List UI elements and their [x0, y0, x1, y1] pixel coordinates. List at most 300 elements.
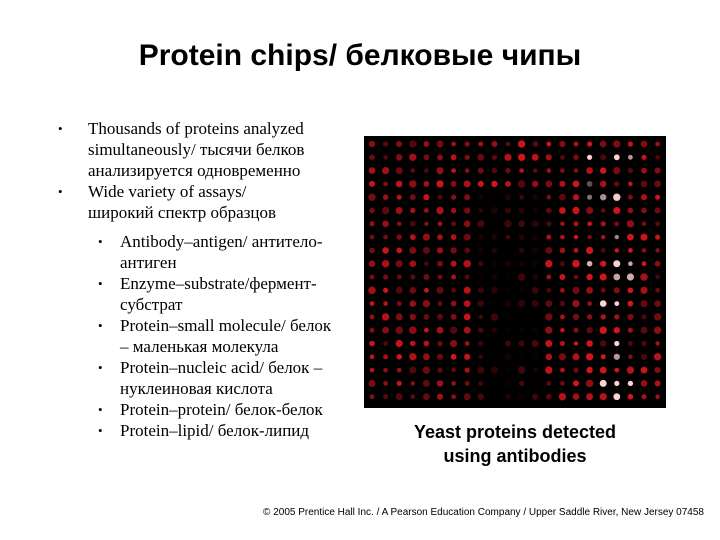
microarray-spot: [642, 394, 647, 399]
microarray-spot: [573, 221, 578, 226]
sub-bullet-line: Antibody–antigen/ антитело-: [120, 232, 323, 251]
microarray-spot: [614, 314, 619, 319]
microarray-spot: [519, 168, 524, 173]
microarray-spot: [396, 181, 403, 188]
microarray-spot: [491, 313, 499, 321]
microarray-spot: [410, 221, 416, 227]
microarray-spot: [477, 220, 484, 227]
microarray-spot: [613, 140, 620, 147]
microarray-spot: [545, 340, 552, 347]
microarray-spot: [627, 314, 633, 320]
microarray-spot: [547, 195, 552, 200]
microarray-spot: [504, 220, 512, 228]
microarray-spot: [370, 355, 375, 360]
bullet-icon: •: [98, 402, 103, 417]
microarray-spot: [382, 247, 389, 254]
microarray-spot: [600, 367, 607, 374]
microarray-spot: [464, 180, 471, 187]
microarray-spot: [492, 381, 497, 386]
microarray-spot: [532, 234, 539, 241]
microarray-spot: [409, 247, 416, 254]
microarray-spot: [383, 182, 388, 187]
microarray-spot: [547, 168, 552, 173]
microarray-spot: [409, 154, 416, 161]
microarray-spot: [573, 314, 579, 320]
microarray-spot: [600, 393, 607, 400]
microarray-spot: [506, 142, 511, 147]
sub-bullet-line: Protein–small molecule/ белок: [120, 316, 332, 335]
microarray-spot: [614, 287, 620, 293]
microarray-spot: [573, 393, 580, 400]
sub-bullet-line: Enzyme–substrate/фермент-: [120, 274, 317, 293]
caption-line: Yeast proteins detected: [413, 422, 617, 442]
microarray-spot: [574, 168, 578, 172]
sub-bullet-line: – маленькая молекула: [120, 337, 279, 356]
microarray-spot: [545, 247, 552, 254]
microarray-spot: [491, 141, 497, 147]
microarray-spot: [437, 141, 444, 148]
microarray-spot: [410, 234, 416, 240]
microarray-spot: [546, 142, 551, 147]
microarray-spot: [518, 313, 525, 320]
microarray-spot: [641, 194, 647, 200]
microarray-spot: [437, 234, 443, 240]
microarray-spot: [627, 273, 634, 280]
microarray-spot: [613, 194, 620, 201]
microarray-spot: [519, 234, 525, 240]
microarray-spot: [504, 327, 511, 334]
microarray-spot: [573, 328, 578, 333]
microarray-spot: [518, 273, 525, 280]
microarray-spot: [601, 354, 606, 359]
bullet-icon: •: [98, 276, 103, 291]
sub-bullet-line: Protein–lipid/ белок-липид: [120, 421, 310, 440]
microarray-spot: [479, 248, 484, 253]
microarray-spot: [613, 274, 620, 281]
microarray-spot: [614, 181, 619, 186]
microarray-spot: [587, 301, 592, 306]
microarray-spot: [409, 367, 416, 374]
microarray-spot: [586, 340, 593, 347]
bullet-line: Wide variety of assays/: [88, 182, 247, 201]
microarray-spot: [655, 221, 660, 226]
microarray-spot: [477, 367, 484, 374]
microarray-spot: [383, 194, 389, 200]
microarray-spot: [654, 327, 661, 334]
microarray-spot: [615, 235, 619, 239]
microarray-spot: [383, 394, 388, 399]
microarray-spot: [655, 288, 660, 293]
microarray-spot: [464, 354, 470, 360]
microarray-spot: [492, 341, 497, 346]
microarray-spot: [518, 393, 525, 400]
sub-bullet-line: антиген: [120, 253, 177, 272]
microarray-spot: [587, 155, 592, 160]
microarray-spot: [628, 381, 633, 386]
sub-bullet-item: [58, 420, 358, 441]
microarray-spot: [640, 287, 647, 294]
microarray-spot: [532, 314, 538, 320]
microarray-spot: [491, 194, 498, 201]
microarray-spot: [559, 194, 566, 201]
microarray-spot: [505, 274, 511, 280]
microarray-spot: [410, 341, 416, 347]
microarray-spot: [559, 393, 566, 400]
microarray-spot: [518, 207, 524, 213]
microarray-spot: [518, 220, 525, 227]
microarray-spot: [532, 154, 539, 161]
microarray-spot: [438, 195, 443, 200]
microarray-spot: [642, 261, 647, 266]
microarray-spot: [437, 314, 443, 320]
microarray-spot: [383, 235, 388, 240]
microarray-spot: [504, 247, 512, 255]
microarray-spot: [560, 341, 565, 346]
microarray-spot: [438, 301, 443, 306]
microarray-spot: [654, 313, 661, 320]
microarray-spot: [505, 208, 511, 214]
microarray-spot: [451, 368, 455, 372]
microarray-spot: [627, 366, 634, 373]
microarray-spot: [423, 380, 430, 387]
microarray-spot: [383, 341, 388, 346]
microarray-spot: [505, 260, 512, 267]
microarray-spot: [560, 261, 565, 266]
microarray-spot: [396, 287, 403, 294]
microarray-spot: [532, 287, 539, 294]
microarray-spot: [397, 222, 402, 227]
microarray-spot: [519, 340, 525, 346]
microarray-spot: [627, 234, 634, 241]
microarray-spot: [451, 275, 456, 280]
microarray-spot: [437, 354, 443, 360]
microarray-spot: [615, 248, 619, 252]
microarray-spot: [600, 141, 607, 148]
microarray-spot: [478, 287, 484, 293]
microarray-spot: [641, 181, 648, 188]
microarray-spot: [641, 380, 648, 387]
microarray-spot: [491, 207, 498, 214]
microarray-spot: [655, 395, 659, 399]
microarray-spot: [369, 154, 375, 160]
microarray-spot: [437, 287, 444, 294]
microarray-spot: [532, 247, 539, 254]
microarray-spot: [560, 328, 564, 332]
microarray-spot: [628, 355, 633, 360]
microarray-spot: [614, 327, 620, 333]
microarray-spot: [655, 261, 661, 267]
microarray-spot: [560, 381, 565, 386]
microarray-spot: [560, 288, 565, 293]
microarray-spot: [423, 194, 429, 200]
microarray-spot: [587, 261, 593, 267]
microarray-spot: [641, 327, 648, 334]
microarray-spot: [396, 340, 403, 347]
microarray-spot: [573, 181, 580, 188]
microarray-spot: [424, 168, 428, 172]
microarray-spot: [560, 222, 565, 227]
microarray-spot: [560, 155, 565, 160]
microarray-spot: [411, 381, 415, 385]
microarray-spot: [410, 300, 416, 306]
microarray-spot: [424, 288, 429, 293]
microarray-spot: [600, 340, 607, 347]
microarray-spot: [478, 341, 484, 347]
microarray-spot: [573, 380, 579, 386]
microarray-spot: [370, 368, 375, 373]
microarray-spot: [369, 380, 376, 387]
microarray-spot: [641, 300, 648, 307]
microarray-spot: [369, 260, 376, 267]
sub-bullet-item: [58, 315, 358, 357]
microarray-spot: [464, 221, 471, 228]
microarray-spot: [491, 353, 498, 360]
microarray-spot: [572, 260, 580, 268]
microarray-spot: [560, 315, 565, 320]
bullet-line: широкий спектр образцов: [88, 203, 277, 222]
sub-bullet-item: [58, 231, 358, 273]
microarray-spot: [491, 274, 497, 280]
microarray-spot: [451, 195, 456, 200]
sub-bullet-line: нуклеиновая кислота: [120, 379, 273, 398]
microarray-spot: [546, 275, 551, 280]
microarray-spot: [478, 181, 484, 187]
microarray-spot: [641, 367, 648, 374]
microarray-spot: [641, 168, 647, 174]
microarray-spot: [505, 367, 511, 373]
microarray-spot: [383, 274, 388, 279]
microarray-spot: [451, 181, 457, 187]
bullet-icon: •: [58, 184, 63, 199]
microarray-spot: [613, 207, 620, 214]
microarray-spot: [586, 287, 593, 294]
microarray-spot: [545, 327, 552, 334]
microarray-spot: [518, 366, 526, 374]
microarray-spot: [532, 181, 538, 187]
microarray-spot: [397, 275, 402, 280]
microarray-spot: [532, 300, 539, 307]
microarray-spot: [559, 141, 565, 147]
microarray-spot: [450, 247, 456, 253]
microarray-spot: [614, 368, 619, 373]
bullet-icon: •: [98, 234, 103, 249]
microarray-spot: [479, 195, 483, 199]
microarray-spot: [574, 142, 579, 147]
microarray-spot: [546, 354, 553, 361]
microarray-spot: [451, 301, 457, 307]
microarray-spot: [559, 181, 565, 187]
microarray-spot: [396, 248, 402, 254]
microarray-spot: [546, 394, 552, 400]
microarray-spot: [572, 287, 579, 294]
microarray-spot: [628, 195, 633, 200]
microarray-spot: [613, 260, 620, 267]
microarray-spot: [492, 328, 497, 333]
microarray-spot: [601, 235, 605, 239]
microarray-spot: [492, 222, 496, 226]
microarray-spot: [573, 155, 579, 161]
microarray-spot: [437, 261, 443, 267]
microarray-spot: [477, 154, 484, 161]
microarray-spot: [492, 248, 497, 253]
microarray-spot: [641, 354, 647, 360]
caption-line: using antibodies: [443, 446, 587, 466]
microarray-spot: [397, 381, 402, 386]
microarray-spot: [546, 235, 551, 240]
microarray-spot: [465, 168, 470, 173]
microarray-spot: [587, 141, 592, 146]
microarray-spot: [423, 366, 430, 373]
microarray-spot: [504, 300, 511, 307]
microarray-spot: [410, 194, 416, 200]
microarray-spot: [518, 180, 526, 188]
microarray-spot: [478, 208, 483, 213]
microarray-spot: [560, 301, 566, 307]
microarray-spot: [586, 353, 593, 360]
microarray-spot: [655, 168, 661, 174]
microarray-spot: [410, 314, 416, 320]
microarray-spot: [655, 367, 661, 373]
microarray-spot: [655, 142, 660, 147]
microarray-spot: [627, 220, 634, 227]
microarray-spot: [518, 154, 525, 161]
microarray-spot: [424, 181, 430, 187]
microarray-spot: [437, 380, 444, 387]
microarray-spot: [655, 195, 660, 200]
microarray-spot: [533, 195, 538, 200]
microarray-spot: [423, 353, 430, 360]
microarray-spot: [572, 300, 579, 307]
microarray-spot: [642, 248, 647, 253]
microarray-spot: [546, 208, 552, 214]
microarray-spot: [600, 167, 606, 173]
microarray-spot: [628, 328, 633, 333]
microarray-spot: [409, 353, 416, 360]
microarray-spot: [628, 141, 633, 146]
microarray-spot: [519, 195, 524, 200]
microarray-spot: [370, 235, 375, 240]
microarray-spot: [368, 287, 376, 295]
microarray-spot: [465, 141, 470, 146]
microarray-spot: [437, 394, 443, 400]
microarray-spot: [614, 354, 620, 360]
microarray-spot: [464, 393, 471, 400]
microarray-spot: [492, 168, 498, 174]
bullet-item: [58, 181, 358, 223]
microarray-spot: [410, 208, 415, 213]
microarray-spot: [641, 208, 646, 213]
microarray-spot: [382, 313, 389, 320]
microarray-spot: [628, 301, 634, 307]
microarray-spot: [574, 248, 579, 253]
microarray-spot: [397, 234, 402, 239]
microarray-spot: [546, 221, 551, 226]
microarray-spot: [641, 155, 646, 160]
microarray-spot: [410, 260, 417, 267]
microarray-spot: [506, 315, 511, 320]
microarray-spot: [532, 340, 539, 347]
microarray-spot: [655, 341, 659, 345]
microarray-spot: [451, 168, 456, 173]
microarray-spot: [586, 380, 593, 387]
sub-bullet-line: субстрат: [120, 295, 183, 314]
microarray-spot: [424, 222, 428, 226]
microarray-spot: [382, 167, 389, 174]
microarray-spot: [601, 314, 606, 319]
microarray-spot: [545, 300, 552, 307]
microarray-spot: [560, 368, 565, 373]
microarray-spot: [654, 300, 661, 307]
microarray-spot: [628, 261, 633, 266]
microarray-spot: [505, 168, 510, 173]
microarray-spot: [478, 274, 484, 280]
microarray-spot: [437, 167, 444, 174]
microarray-spot: [383, 141, 388, 146]
microarray-spot: [397, 195, 402, 200]
bullet-line: Thousands of proteins analyzed: [88, 119, 304, 138]
microarray-spot: [396, 141, 402, 147]
microarray-spot: [600, 273, 607, 280]
microarray-spot: [492, 234, 498, 240]
microarray-spot: [479, 315, 484, 320]
microarray-spot: [464, 207, 470, 213]
microarray-spot: [654, 181, 661, 188]
microarray-spot: [423, 247, 430, 254]
microarray-spot: [532, 220, 539, 227]
microarray-spot: [505, 287, 512, 294]
microarray-spot: [451, 154, 457, 160]
microarray-spot: [424, 328, 429, 333]
microarray-spot: [396, 207, 403, 214]
microarray-spot: [478, 142, 483, 147]
microarray-spot: [450, 340, 457, 347]
microarray-spot: [613, 393, 620, 400]
microarray-spot: [613, 167, 620, 174]
microarray-spot: [369, 248, 375, 254]
sub-bullet-item: [58, 357, 358, 399]
microarray-spot: [465, 381, 470, 386]
microarray-spot: [451, 394, 456, 399]
microarray-spot: [546, 288, 551, 293]
microarray-spot: [396, 313, 403, 320]
microarray-spot: [628, 168, 633, 173]
bullet-item: [58, 118, 358, 181]
microarray-spot: [545, 366, 552, 373]
microarray-spot: [533, 208, 538, 213]
microarray-spot: [573, 353, 580, 360]
microarray-spot: [491, 287, 498, 294]
microarray-spot: [423, 393, 430, 400]
microarray-spot: [424, 141, 430, 147]
microarray-spot: [600, 327, 607, 334]
microarray-spot: [409, 180, 416, 187]
microarray-spot: [382, 327, 389, 334]
microarray-spot: [438, 221, 443, 226]
sub-bullet-line: Protein–protein/ белок-белок: [120, 400, 323, 419]
microarray-spot: [628, 288, 634, 294]
microarray-spot: [518, 300, 525, 307]
microarray-spot: [397, 301, 402, 306]
microarray-spot: [519, 381, 524, 386]
microarray-spot: [600, 154, 606, 160]
copyright-footer: © 2005 Prentice Hall Inc. / A Pearson Education Company / Upper Saddle River, New Jersey 07458: [263, 507, 704, 518]
bullet-line: simultaneously/ тысячи белков: [88, 140, 305, 159]
microarray-spot: [505, 353, 512, 360]
microarray-spot: [505, 380, 511, 386]
microarray-spot: [600, 194, 606, 200]
microarray-spot: [614, 301, 619, 306]
microarray-spot: [436, 180, 443, 187]
